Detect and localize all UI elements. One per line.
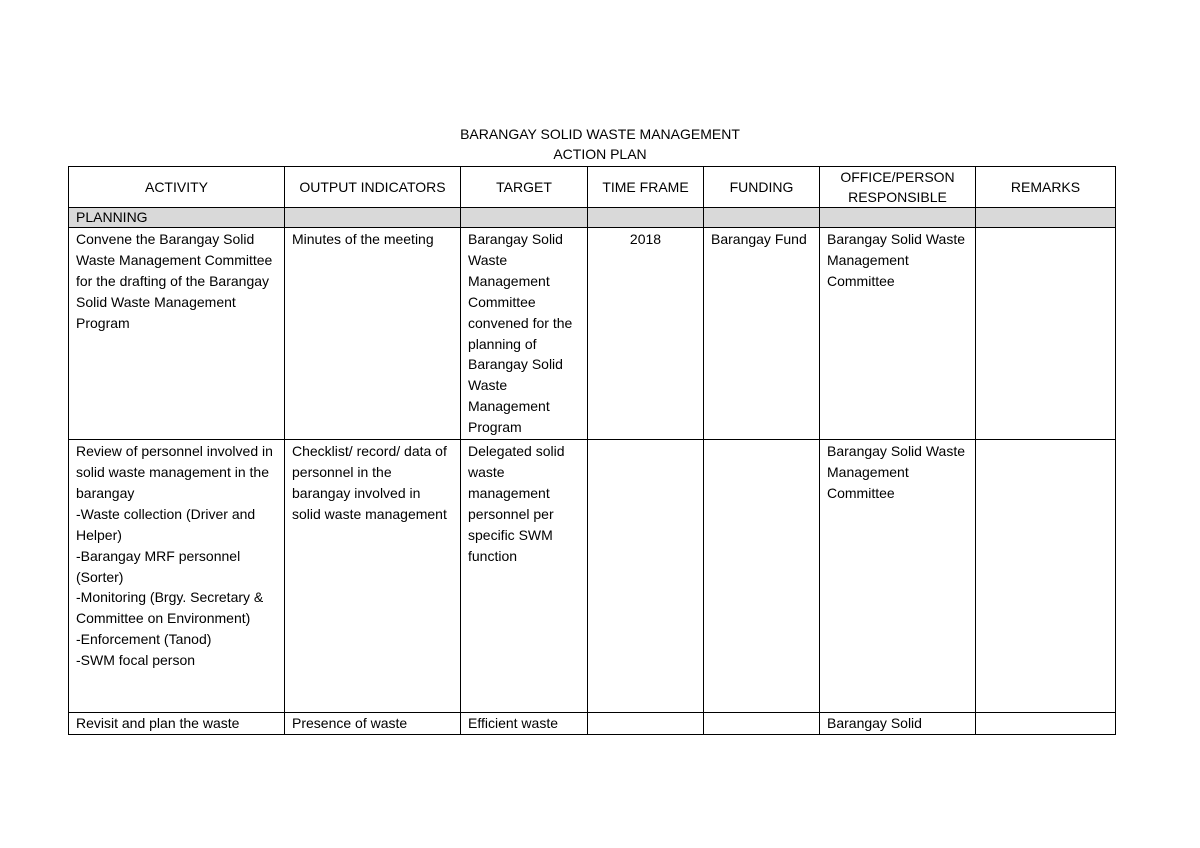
cell-time-frame: 2018 <box>588 228 704 440</box>
section-row <box>69 208 1116 228</box>
cell-office-person: Barangay Solid Waste Management Committee <box>820 228 976 440</box>
header-office-person: OFFICE/PERSON RESPONSIBLE <box>820 167 976 208</box>
cell-target: Delegated solid waste management personnel per specific SWM function <box>461 440 588 713</box>
cell-activity: Review of personnel involved in solid waste management in the barangay -Waste collection (Driver and Helper) -Barangay MRF personnel (Sorter) -Monitoring (Brgy. Secretary & Committee on Environment) -Enforcement (Tanod) -SWM focal person <box>69 440 285 713</box>
cell-output-indicators: Presence of waste <box>285 713 461 735</box>
table-row <box>69 440 1116 713</box>
cell-funding: Barangay Fund <box>704 228 820 440</box>
cell-target: Efficient waste <box>461 713 588 735</box>
cell-time-frame <box>588 440 704 713</box>
cell-remarks <box>976 228 1116 440</box>
document-subtitle: ACTION PLAN <box>553 146 647 162</box>
cell-activity: Convene the Barangay Solid Waste Management Committee for the drafting of the Barangay Solid Waste Management Program <box>69 228 285 440</box>
cell-office-person: Barangay Solid <box>820 713 976 735</box>
table-row <box>69 713 1116 735</box>
header-time-frame: TIME FRAME <box>588 167 704 208</box>
header-funding: FUNDING <box>704 167 820 208</box>
cell-output-indicators: Checklist/ record/ data of personnel in the barangay involved in solid waste management <box>285 440 461 713</box>
action-plan-table <box>68 166 1116 735</box>
header-activity: ACTIVITY <box>69 167 285 208</box>
table-header-row <box>69 167 1116 208</box>
section-label: PLANNING <box>69 208 285 228</box>
cell-activity: Revisit and plan the waste <box>69 713 285 735</box>
cell-funding <box>704 440 820 713</box>
header-target: TARGET <box>461 167 588 208</box>
cell-remarks <box>976 440 1116 713</box>
cell-office-person: Barangay Solid Waste Management Committee <box>820 440 976 713</box>
cell-remarks <box>976 713 1116 735</box>
cell-target: Barangay Solid Waste Management Committee convened for the planning of Barangay Solid Waste Management Program <box>461 228 588 440</box>
header-output-indicators: OUTPUT INDICATORS <box>285 167 461 208</box>
cell-time-frame <box>588 713 704 735</box>
cell-funding <box>704 713 820 735</box>
cell-output-indicators: Minutes of the meeting <box>285 228 461 440</box>
document-title: BARANGAY SOLID WASTE MANAGEMENT <box>460 126 740 142</box>
table-row <box>69 228 1116 440</box>
header-remarks: REMARKS <box>976 167 1116 208</box>
